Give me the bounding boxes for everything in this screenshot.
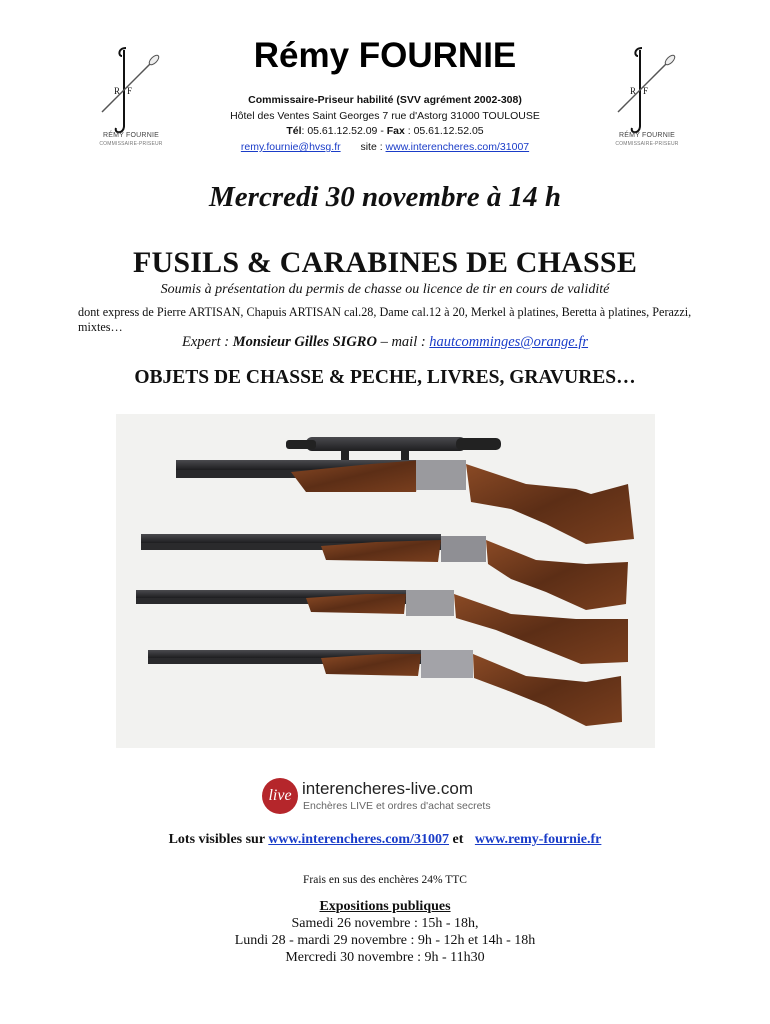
expert-prefix: Expert : [181,334,233,350]
site-label: site : [360,141,386,153]
shotgun-4 [148,650,622,726]
shotguns-illustration [116,414,655,748]
logo-caption: RÉMY FOURNIE [103,132,159,139]
exhibition-line: Lundi 28 - mardi 29 novembre : 9h - 12h et 14h - 18h [234,933,536,948]
svg-text:R: R [114,86,121,96]
live-site-name: interencheres-live.com [302,779,474,798]
exhibition-line: Mercredi 30 novembre : 9h - 11h30 [285,950,485,965]
interencheres-live-logo[interactable] [262,778,522,816]
email-link[interactable]: remy.fournie@hvsg.fr [240,141,341,153]
auctioneer-name: Rémy FOURNIE [253,36,517,75]
logo-caption-sub: COMMISSAIRE-PRISEUR [99,141,163,147]
address: Hôtel des Ventes Saint Georges 7 rue d'Astorg 31000 TOULOUSE [230,110,540,122]
exhibitions-title: Expositions publiques [319,899,451,914]
site-link[interactable]: www.interencheres.com/31007 [385,141,530,153]
fax-label: Fax [386,125,405,137]
sale-date: Mercredi 30 novembre à 14 h [209,181,561,213]
sale-heading-2: OBJETS DE CHASSE & PECHE, LIVRES, GRAVURES… [134,367,636,388]
contact-phone-fax [0,125,770,137]
tel-label: Tél [286,125,302,137]
hunting-rifles-photo [116,414,655,748]
live-tagline: Enchères LIVE et ordres d'achat secrets [303,800,491,812]
lots-prefix: Lots visibles sur [168,832,269,847]
expert-line [0,334,770,351]
live-badge-icon: live [262,778,298,814]
tel-value: : 05.61.12.52.09 - [301,125,387,137]
license-label: Commissaire-Priseur habilité (SVV agrément 2002-308) [248,94,522,106]
sale-description: dont express de Pierre ARTISAN, Chapuis ARTISAN cal.28, Dame cal.12 à 20, Merkel à platines, Beretta à platines, Perazzi, mixtes… [78,305,692,334]
exhibition-line: Samedi 26 novembre : 15h - 18h, [291,916,479,931]
svg-text:R: R [630,86,637,96]
contact-web [0,141,770,153]
expert-email-link[interactable]: hautcomminges@orange.fr [429,334,589,350]
lots-and: et [449,832,467,847]
rifle-1 [176,437,634,544]
svg-text:F: F [643,86,649,96]
fax-value: : 05.61.12.52.05 [404,125,484,137]
expert-name: Monsieur Gilles SIGRO [232,334,377,350]
logo-caption-sub: COMMISSAIRE-PRISEUR [615,141,679,147]
lots-link-remy-fournie[interactable]: www.remy-fournie.fr [474,832,602,847]
sale-subtitle: Soumis à présentation du permis de chasse ou licence de tir en cours de validité [160,282,610,297]
logo-caption: RÉMY FOURNIE [619,132,675,139]
svg-text:F: F [127,86,133,96]
sale-heading: FUSILS & CARABINES DE CHASSE [132,246,638,279]
expert-mail-label: – mail : [376,334,430,350]
fees-note: Frais en sus des enchères 24% TTC [303,874,467,886]
lots-visible-line [0,832,770,848]
lots-link-interencheres[interactable]: www.interencheres.com/31007 [268,832,449,847]
